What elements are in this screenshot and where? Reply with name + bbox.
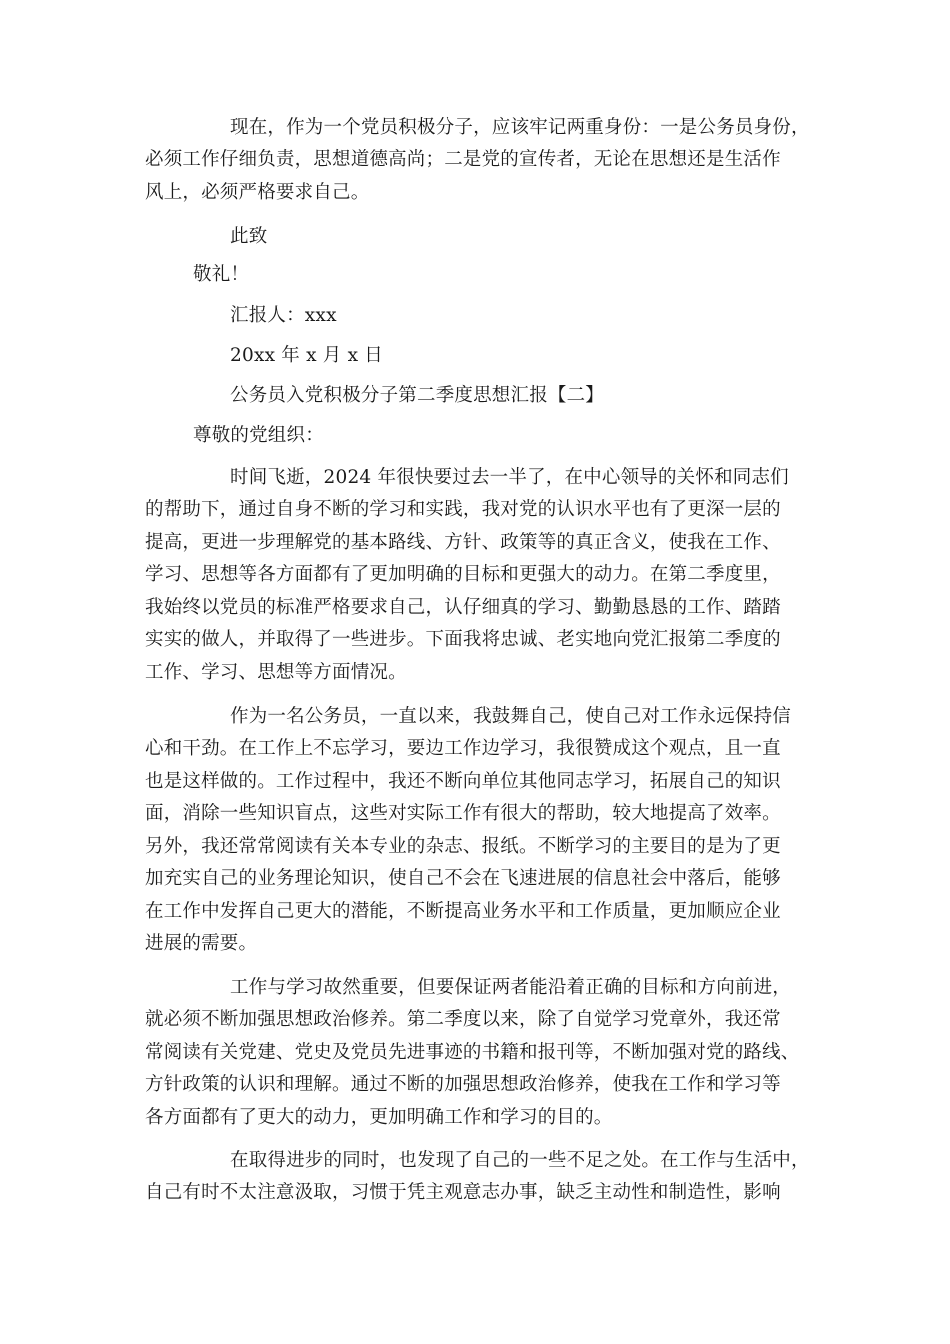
paragraph-line: 的帮助下，通过自身不断的学习和实践，我对党的认识水平也有了更深一层的 (145, 499, 781, 520)
paragraph-line: 方针政策的认识和理解。通过不断的加强思想政治修养，使我在工作和学习等 (145, 1074, 781, 1095)
section-title: 公务员入党积极分子第二季度思想汇报【二】 (230, 385, 605, 406)
date-line: 20xx 年 x 月 x 日 (230, 345, 383, 366)
paragraph-line: 实实的做人，并取得了一些进步。下面我将忠诚、老实地向党汇报第二季度的 (145, 629, 781, 650)
reporter-line: 汇报人：xxx (230, 305, 337, 326)
paragraph-line: 风上，必须严格要求自己。 (145, 182, 370, 203)
paragraph-line: 自己有时不太注意汲取，习惯于凭主观意志办事，缺乏主动性和制造性，影响 (145, 1182, 781, 1203)
paragraph-line: 进展的需要。 (145, 933, 258, 954)
paragraph-line: 也是这样做的。工作过程中，我还不断向单位其他同志学习，拓展自己的知识 (145, 771, 781, 792)
paragraph-line: 心和干劲。在工作上不忘学习，要边工作边学习，我很赞成这个观点，且一直 (145, 738, 781, 759)
paragraph-line: 常阅读有关党建、党史及党员先进事迹的书籍和报刊等，不断加强对党的路线、 (145, 1042, 800, 1063)
paragraph-line: 工作与学习故然重要，但要保证两者能沿着正确的目标和方向前进， (230, 977, 792, 998)
paragraph-line: 加充实自己的业务理论知识，使自己不会在飞速进展的信息社会中落后，能够 (145, 868, 781, 889)
greeting: 尊敬的党组织： (193, 425, 324, 446)
paragraph-line: 就必须不断加强思想政治修养。第二季度以来，除了自觉学习党章外，我还常 (145, 1009, 781, 1030)
paragraph-line: 在取得进步的同时，也发现了自己的一些不足之处。在工作与生活中， (230, 1150, 810, 1171)
paragraph-line: 提高，更进一步理解党的基本路线、方针、政策等的真正含义，使我在工作、 (145, 532, 781, 553)
paragraph-line: 工作、学习、思想等方面情况。 (145, 662, 407, 683)
paragraph-line: 作为一名公务员，一直以来，我鼓舞自己，使自己对工作永远保持信 (230, 706, 792, 727)
paragraph-line: 时间飞逝，2024 年很快要过去一半了，在中心领导的关怀和同志们 (230, 467, 789, 488)
paragraph-line: 我始终以党员的标准严格要求自己，认仔细真的学习、勤勤恳恳的工作、踏踏 (145, 597, 781, 618)
closing-salutation: 此致 (230, 226, 268, 247)
paragraph-line: 在工作中发挥自己更大的潜能，不断提高业务水平和工作质量，更加顺应企业 (145, 901, 781, 922)
paragraph-line: 现在，作为一个党员积极分子，应该牢记两重身份：一是公务员身份， (230, 117, 810, 138)
closing-respect: 敬礼！ (193, 264, 250, 285)
paragraph-line: 另外，我还常常阅读有关本专业的杂志、报纸。不断学习的主要目的是为了更 (145, 836, 781, 857)
paragraph-line: 必须工作仔细负责，思想道德高尚；二是党的宣传者，无论在思想还是生活作 (145, 149, 781, 170)
paragraph-line: 学习、思想等各方面都有了更加明确的目标和更强大的动力。在第二季度里， (145, 564, 781, 585)
paragraph-line: 各方面都有了更大的动力，更加明确工作和学习的目的。 (145, 1107, 613, 1128)
paragraph-line: 面，消除一些知识盲点，这些对实际工作有很大的帮助，较大地提高了效率。 (145, 803, 781, 824)
